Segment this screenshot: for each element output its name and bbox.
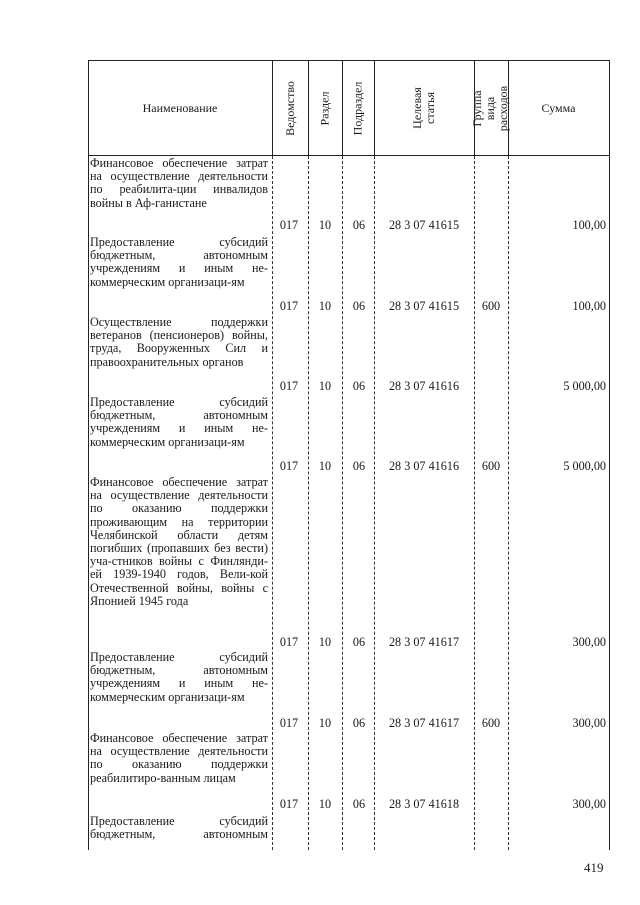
header-expense-group (470, 60, 511, 156)
header-department (272, 60, 308, 156)
header-subsection-text: Подраздел (350, 81, 365, 135)
row-name: Предоставление субсидий бюджетным, автономным учреждениям и иным не-коммерческим организаци-ям (90, 395, 268, 449)
header-target-article (374, 60, 474, 156)
col-divider-dashed (342, 156, 343, 850)
row-subsection: 06 (352, 379, 366, 393)
row-section: 10 (318, 218, 332, 232)
row-department: 017 (279, 459, 299, 473)
row-name: Осуществление поддержки ветеранов (пенсионеров) войны, труда, Вооруженных Сил и правоохранительных органов (90, 315, 268, 369)
table-left-border (88, 60, 89, 850)
row-subsection: 06 (352, 635, 366, 649)
row-target-article: 28 3 07 41617 (388, 635, 460, 649)
row-expense-group: 600 (481, 716, 501, 730)
row-target-article: 28 3 07 41616 (388, 379, 460, 393)
table-right-border (609, 60, 610, 850)
row-name: Финансовое обеспечение затрат на осуществление деятельности по оказанию поддержки проживающим на территории Челябинской области детям погибших (пропавших без вести) уча-стников войны с Финлянди-ей 1939-1940 годов, Вели-кой Отечественной войны, войны с Японией 1945 года (90, 475, 268, 608)
header-target-article-text: Целевая статья (410, 87, 437, 129)
header-section (308, 60, 342, 156)
row-department: 017 (279, 716, 299, 730)
page-number: 419 (584, 860, 604, 875)
row-department: 017 (279, 299, 299, 313)
row-subsection: 06 (352, 716, 366, 730)
header-subsection (342, 60, 374, 156)
row-subsection: 06 (352, 218, 366, 232)
row-name: Предоставление субсидий бюджетным, автономным учреждениям и иным не-коммерческим организаци-ям (90, 650, 268, 704)
row-section: 10 (318, 459, 332, 473)
row-amount: 100,00 (572, 299, 606, 313)
row-amount: 5 000,00 (563, 379, 606, 393)
row-target-article: 28 3 07 41615 (388, 299, 460, 313)
header-department-text: Ведомство (282, 80, 297, 136)
row-amount: 300,00 (572, 797, 606, 811)
row-department: 017 (279, 218, 299, 232)
header-name-text: Наименование (142, 100, 218, 115)
row-name: Финансовое обеспечение затрат на осуществление деятельности по оказанию поддержки реабилитиро-ванным лицам (90, 731, 268, 785)
row-section: 10 (318, 635, 332, 649)
header-expense-group-text: Группа вида расходов (470, 85, 511, 131)
row-target-article: 28 3 07 41618 (388, 797, 460, 811)
row-expense-group: 600 (481, 459, 501, 473)
row-department: 017 (279, 635, 299, 649)
row-amount: 300,00 (572, 635, 606, 649)
header-name (88, 60, 272, 156)
row-amount: 300,00 (572, 716, 606, 730)
row-section: 10 (318, 797, 332, 811)
header-amount (508, 60, 609, 156)
row-subsection: 06 (352, 797, 366, 811)
col-divider-dashed (508, 156, 509, 850)
row-amount: 5 000,00 (563, 459, 606, 473)
col-divider-dashed (374, 156, 375, 850)
row-name: Финансовое обеспечение затрат на осуществление деятельности по реабилита-ции инвалидов войны в Аф-ганистане (90, 156, 268, 210)
header-section-text: Раздел (317, 91, 332, 125)
row-target-article: 28 3 07 41615 (388, 218, 460, 232)
col-divider-dashed (272, 156, 273, 850)
col-divider-dashed (474, 156, 475, 850)
header-amount-text: Сумма (541, 100, 576, 115)
row-section: 10 (318, 299, 332, 313)
row-department: 017 (279, 379, 299, 393)
row-subsection: 06 (352, 299, 366, 313)
row-section: 10 (318, 716, 332, 730)
col-divider-dashed (308, 156, 309, 850)
row-target-article: 28 3 07 41616 (388, 459, 460, 473)
row-department: 017 (279, 797, 299, 811)
row-subsection: 06 (352, 459, 366, 473)
row-name: Предоставление субсидий бюджетным, автономным (90, 814, 268, 842)
budget-table (88, 60, 610, 850)
row-name: Предоставление субсидий бюджетным, автономным учреждениям и иным не-коммерческим организаци-ям (90, 235, 268, 289)
row-expense-group: 600 (481, 299, 501, 313)
row-amount: 100,00 (572, 218, 606, 232)
row-target-article: 28 3 07 41617 (388, 716, 460, 730)
row-section: 10 (318, 379, 332, 393)
